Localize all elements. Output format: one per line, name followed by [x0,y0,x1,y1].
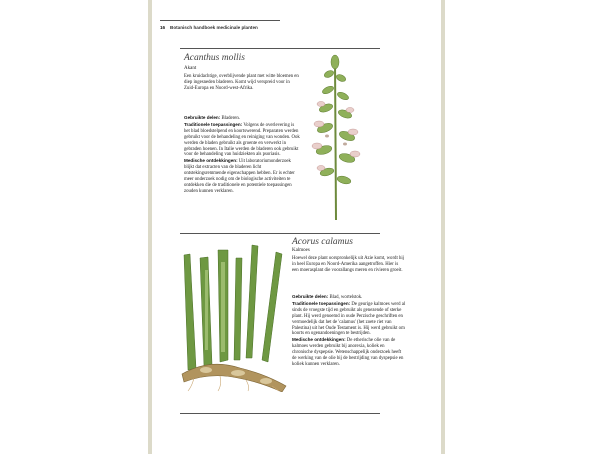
acorus-latin-name: Acorus calamus [292,237,353,247]
acorus-med-label: Medische ontdekkingen: [292,337,346,343]
section-rule-middle [180,233,380,234]
acanthus-details: Gebruikte delen: Bladeren. Traditionele toepassingen: Volgens de overlevering is het blad bloedstelpend en koortswerend. Preparaten werden gebruikt voor de behandeling en reiniging van wonden. Ook werden de bladen gebruikt als groente en verwerkt in gebraden hoenen. In Italie werden de bladeren ook gebruikt voor de behandeling van huidziekten als psoriasis. Medische ontdekkingen: Uit laboratoriumonderzoek blijkt dat extracten van de bladeren licht ontstekingsremmende eigenschappen hebben. Er is echter meer onderzoek nodig om de biologische activiteiten te ontdekken die de traditionele en potentiele toepassingen zouden kunnen verklaren. [184,115,300,194]
acorus-details: Gebruikte delen: Blad, wortelstok. Traditionele toepassingen: De geurige kalmoes werd al sinds de vroegste tijd en gebruikt als genezende of sterke plant. Hij werd genoemd in oude Perzische geschriften en vermoedelijk dat het de 'calamus' (het zoete riet van Palestina) uit het Oude Testament is. Hij werd gebruikt om koorts en ogenandoeningen te bestrijden. Medische ontdekkingen: De etherische olie van de kalmoes werden gebruikt bij anorexia, koliek en chronische dyspepsie. Wetenschappelijk onderzoek heeft de werking van de olie bij de bestrijding van dyspepsie en koliek kunnen verklaren. [292,294,406,367]
section-rule-bottom [180,413,380,414]
acorus-common-name: Kalmoes [292,248,310,253]
acanthus-common-name: Akant [184,66,197,71]
acorus-parts-label: Gebruikte delen: [292,294,329,299]
acanthus-illustration [307,52,362,222]
section-rule-top [180,48,380,49]
running-title: Botanisch handboek medicinale planten [170,25,258,30]
acanthus-latin-name: Acanthus mollis [184,53,245,63]
acorus-illustration [180,240,290,392]
page-number: 16 [160,25,166,30]
acanthus-trad-label: Traditionele toepassingen: [184,121,243,127]
acanthus-intro: Een kruidachtige, overblijvende plant met witte bloemen en diep ingesneden bladeren. Komt wijd verspreid voor in Zuid-Europa en Noord-west-Afrika. [184,74,299,91]
acorus-trad-label: Traditionele toepassingen: [292,300,351,306]
acanthus-med-label: Medische ontdekkingen: [184,158,238,164]
header-rule [160,20,280,21]
acorus-intro: Hoewel deze plant oorspronkelijk uit Azie komt, wordt hij in heel Europa en Noord-Amerika aangetroffen. Hier is een moerasplant die voorallangs meren en rivieren groeit. [292,256,405,273]
acanthus-parts-label: Gebruikte delen: [184,115,221,120]
book-page [152,0,441,454]
